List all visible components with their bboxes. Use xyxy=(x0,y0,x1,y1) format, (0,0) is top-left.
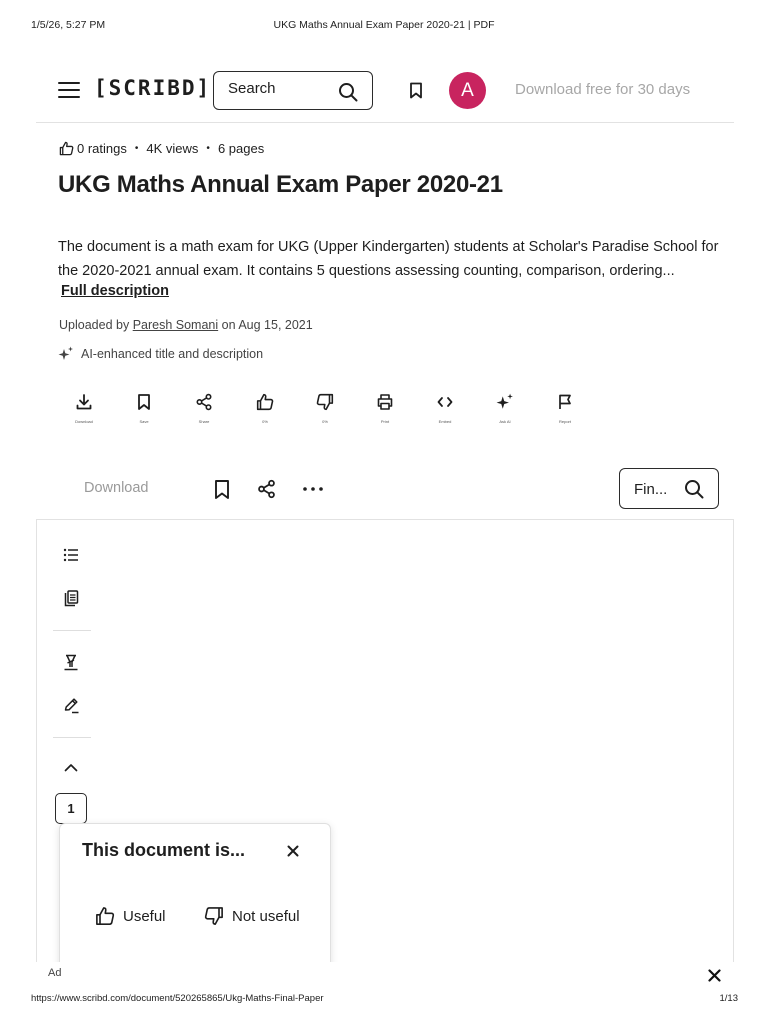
useful-label: Useful xyxy=(123,907,166,925)
feedback-title: This document is... xyxy=(82,840,246,860)
share-icon[interactable] xyxy=(256,479,277,499)
top-nav-bar xyxy=(36,62,734,123)
print-header xyxy=(0,19,768,33)
search-input[interactable] xyxy=(228,80,328,97)
thumbs-up-icon xyxy=(95,906,115,926)
page-number-indicator[interactable]: 1 xyxy=(55,793,87,824)
action-label: Save xyxy=(139,419,149,424)
ad-bar xyxy=(0,962,768,990)
like-action[interactable] xyxy=(235,393,295,424)
ad-label: Ad xyxy=(48,967,62,979)
sparkle-icon xyxy=(496,393,514,411)
action-label: Download xyxy=(75,419,93,424)
action-label: Print xyxy=(380,419,390,424)
table-of-contents-icon[interactable] xyxy=(63,548,79,562)
thumbs-up-icon xyxy=(256,393,274,411)
page-title: UKG Maths Annual Exam Paper 2020-21 xyxy=(58,171,503,198)
action-label: 0% xyxy=(262,419,268,424)
feedback-popup xyxy=(59,823,331,973)
bookmark-icon xyxy=(135,393,153,411)
upload-date: on Aug 15, 2021 xyxy=(221,318,313,332)
more-options-icon[interactable] xyxy=(302,486,324,492)
share-icon xyxy=(195,393,213,411)
uploader-link[interactable]: Paresh Somani xyxy=(132,318,219,332)
chevron-up-icon[interactable] xyxy=(64,763,78,772)
print-icon xyxy=(376,393,394,411)
doc-stats xyxy=(59,141,264,156)
search-icon xyxy=(684,479,704,499)
scribd-logo[interactable]: [SCRIBD] xyxy=(94,76,212,100)
search-icon[interactable] xyxy=(338,82,358,102)
sidebar-divider xyxy=(53,630,91,631)
ratings-count: 0 ratings xyxy=(77,141,127,156)
print-action[interactable] xyxy=(355,393,415,424)
close-icon[interactable] xyxy=(708,969,721,982)
download-icon xyxy=(75,393,93,411)
doc-description: The document is a math exam for UKG (Upper Kindergarten) students at Scholar's Paradise School for the 2020-2021 annual exam. It contains 5 questions assessing counting, comparison, ordering... xyxy=(58,239,719,279)
bookmark-icon[interactable] xyxy=(409,82,423,99)
download-action[interactable] xyxy=(54,393,114,424)
print-page-number: 1/13 xyxy=(719,993,738,1004)
action-label: Ask AI xyxy=(499,419,511,424)
uploaded-by-label: Uploaded by xyxy=(59,318,130,332)
separator-dot: • xyxy=(134,143,139,154)
page-thumbnails-icon[interactable] xyxy=(63,590,79,607)
thumbs-down-icon xyxy=(204,906,224,926)
print-datetime: 1/5/26, 5:27 PM xyxy=(31,19,106,31)
share-action[interactable] xyxy=(174,393,234,424)
report-action[interactable] xyxy=(535,393,595,424)
ask-ai-action[interactable] xyxy=(475,393,535,424)
views-count: 4K views xyxy=(146,141,199,156)
action-label: Report xyxy=(558,419,571,424)
avatar[interactable]: A xyxy=(449,72,486,109)
close-icon[interactable] xyxy=(287,845,299,857)
search-box[interactable] xyxy=(213,71,373,110)
action-label: 0% xyxy=(322,419,328,424)
save-action[interactable] xyxy=(114,393,174,424)
print-title: UKG Maths Annual Exam Paper 2020-21 | PDF xyxy=(273,19,495,31)
download-button[interactable]: Download xyxy=(84,480,149,496)
thumbs-up-icon xyxy=(59,141,74,156)
print-url: https://www.scribd.com/document/520265865/Ukg-Maths-Final-Paper xyxy=(31,993,324,1004)
menu-icon[interactable] xyxy=(58,82,80,100)
pages-count: 6 pages xyxy=(217,141,265,156)
embed-action[interactable] xyxy=(415,393,475,424)
upload-info xyxy=(59,318,313,332)
thumbs-down-icon xyxy=(316,393,334,411)
action-label: Share xyxy=(198,419,210,424)
find-in-document[interactable] xyxy=(619,468,719,509)
annotate-pencil-icon[interactable] xyxy=(63,697,80,714)
embed-icon xyxy=(436,393,454,411)
highlight-icon[interactable] xyxy=(63,654,79,671)
not-useful-button[interactable] xyxy=(204,906,300,926)
sparkle-icon xyxy=(58,346,74,362)
separator-dot: • xyxy=(206,143,210,154)
not-useful-label: Not useful xyxy=(232,907,300,925)
bookmark-icon[interactable] xyxy=(213,479,231,500)
ai-note-text: AI-enhanced title and description xyxy=(81,347,264,361)
action-label: Embed xyxy=(438,419,452,424)
useful-button[interactable] xyxy=(95,906,166,926)
ai-note xyxy=(58,346,263,362)
action-row xyxy=(54,393,614,433)
full-description-link[interactable]: Full description xyxy=(61,283,169,299)
dislike-action[interactable] xyxy=(295,393,355,424)
sidebar-divider xyxy=(53,737,91,738)
find-label: Fin... xyxy=(634,481,668,498)
flag-icon xyxy=(556,393,574,411)
download-free-trial-link[interactable]: Download free for 30 days xyxy=(515,81,691,98)
